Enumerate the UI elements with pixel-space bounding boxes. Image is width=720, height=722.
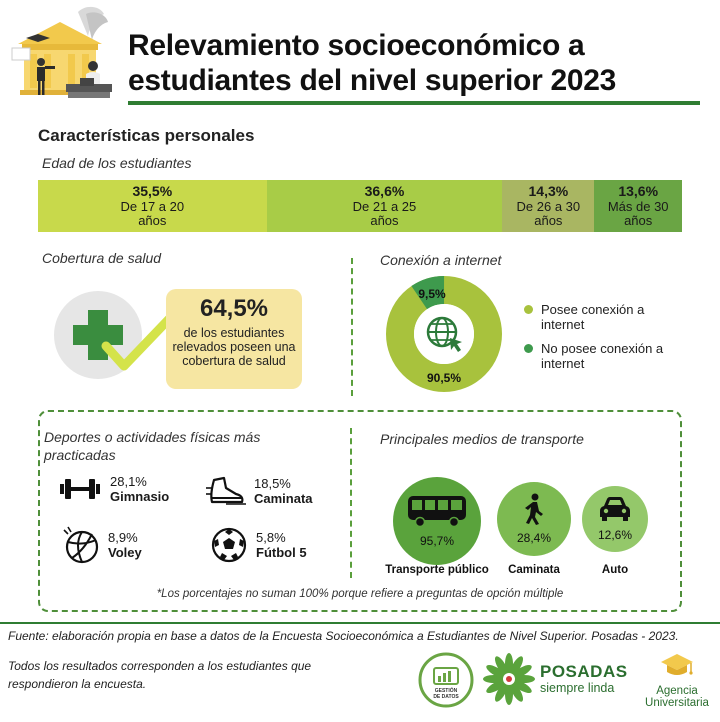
sport-pct: 5,8% bbox=[256, 530, 286, 545]
health-card bbox=[166, 289, 302, 389]
health-pct: 64,5% bbox=[199, 295, 269, 322]
legend-no bbox=[524, 341, 684, 371]
gestion-logo-line1: GESTIÓN bbox=[434, 688, 458, 694]
health-label: Cobertura de salud bbox=[42, 250, 162, 266]
legend-yes-label: Posee conexión a internet bbox=[541, 302, 645, 332]
transport-name: Caminata bbox=[508, 564, 560, 576]
legend-dot-no bbox=[524, 344, 533, 353]
percentages-note: *Los porcentajes no suman 100% porque refiere a preguntas de opción múltiple bbox=[156, 588, 564, 600]
section-divider bbox=[350, 428, 352, 578]
sport-item-voley bbox=[62, 526, 142, 564]
sport-item-gimnasio bbox=[58, 474, 169, 504]
dumbbell-icon bbox=[58, 476, 102, 502]
transport-circle-walking bbox=[497, 482, 571, 556]
age-segment-pct: 13,6% bbox=[618, 183, 659, 199]
transport-pct: 12,6% bbox=[597, 528, 633, 542]
soccer-ball-icon bbox=[210, 526, 248, 564]
agencia-line1: Agencia bbox=[656, 685, 698, 697]
donut-no-pct: 9,5% bbox=[418, 287, 446, 301]
health-cross-check-icon bbox=[52, 290, 172, 380]
volleyball-icon bbox=[62, 526, 100, 564]
donut-yes-pct: 90,5% bbox=[426, 371, 462, 385]
age-segment-pct: 14,3% bbox=[528, 183, 569, 199]
source-text: Fuente: elaboración propia en base a datos de la Encuesta Socioeconómica a Estudiantes de Nivel Superior. Posadas - 2023. bbox=[8, 629, 679, 643]
health-desc: de los estudiantes relevados poseen una cobertura de salud bbox=[172, 326, 296, 368]
transport-circle-public bbox=[393, 477, 481, 565]
age-segment-label: Más de 30 años bbox=[607, 199, 669, 228]
age-segment-label: De 21 a 25 años bbox=[352, 199, 417, 228]
sports-label: Deportes o actividades físicas más practicadas bbox=[44, 429, 261, 463]
legend-no-label: No posee conexión a internet bbox=[541, 341, 664, 371]
transport-circle-car bbox=[582, 486, 648, 552]
section-divider bbox=[351, 258, 353, 396]
transport-label: Principales medios de transporte bbox=[380, 431, 584, 447]
posadas-logo-text bbox=[540, 662, 632, 695]
gestion-de-datos-logo bbox=[418, 652, 474, 708]
car-icon bbox=[598, 496, 632, 522]
age-segment-26-30 bbox=[502, 180, 594, 232]
age-segment-pct: 35,5% bbox=[132, 183, 173, 199]
age-segment-label: De 26 a 30 años bbox=[516, 199, 581, 228]
age-segment-21-25 bbox=[267, 180, 503, 232]
transport-pct: 95,7% bbox=[419, 534, 455, 548]
sport-pct: 18,5% bbox=[254, 476, 291, 491]
age-segment-17-20 bbox=[38, 180, 267, 232]
sport-name: Caminata bbox=[254, 491, 313, 506]
graduation-cap-icon bbox=[659, 652, 695, 680]
walking-person-icon bbox=[521, 493, 547, 525]
internet-label: Conexión a internet bbox=[380, 252, 502, 268]
posadas-name: POSADAS bbox=[540, 662, 628, 681]
sport-item-futbol5 bbox=[210, 526, 307, 564]
bus-icon bbox=[406, 494, 468, 528]
sport-name: Fútbol 5 bbox=[256, 545, 307, 560]
gestion-logo-line2: DE DATOS bbox=[433, 694, 459, 700]
title-line-1: Relevamiento socioeconómico a bbox=[128, 29, 585, 62]
transport-name: Transporte público bbox=[385, 564, 489, 576]
title-line-2: estudiantes del nivel superior 2023 bbox=[128, 64, 617, 97]
sport-pct: 8,9% bbox=[108, 530, 138, 545]
legend-dot-yes bbox=[524, 305, 533, 314]
transport-pct: 28,4% bbox=[516, 531, 552, 545]
age-segment-over-30 bbox=[594, 180, 682, 232]
sneaker-icon bbox=[206, 474, 246, 508]
footnote-text: Todos los resultados corresponden a los estudiantes que respondieron la encuesta. bbox=[8, 659, 312, 691]
page-title bbox=[128, 28, 718, 98]
sport-pct: 28,1% bbox=[110, 474, 147, 489]
section-title: Características personales bbox=[38, 126, 255, 145]
footer-divider bbox=[0, 622, 720, 624]
university-illustration bbox=[8, 4, 120, 106]
age-segment-label: De 17 a 20 años bbox=[120, 199, 185, 228]
sport-item-caminata bbox=[206, 474, 313, 508]
agencia-line2: Universitaria bbox=[645, 697, 709, 709]
title-underline bbox=[128, 101, 700, 105]
internet-donut-chart bbox=[386, 276, 502, 392]
posadas-tagline: siempre linda bbox=[540, 681, 615, 695]
transport-name: Auto bbox=[601, 564, 629, 576]
age-stacked-bar bbox=[38, 180, 682, 232]
posadas-flower-logo bbox=[482, 650, 536, 708]
legend-yes bbox=[524, 302, 684, 332]
sport-name: Voley bbox=[108, 545, 142, 560]
sport-name: Gimnasio bbox=[110, 489, 170, 504]
age-label: Edad de los estudiantes bbox=[42, 155, 192, 171]
age-segment-pct: 36,6% bbox=[364, 183, 405, 199]
agencia-universitaria-logo bbox=[638, 652, 716, 709]
